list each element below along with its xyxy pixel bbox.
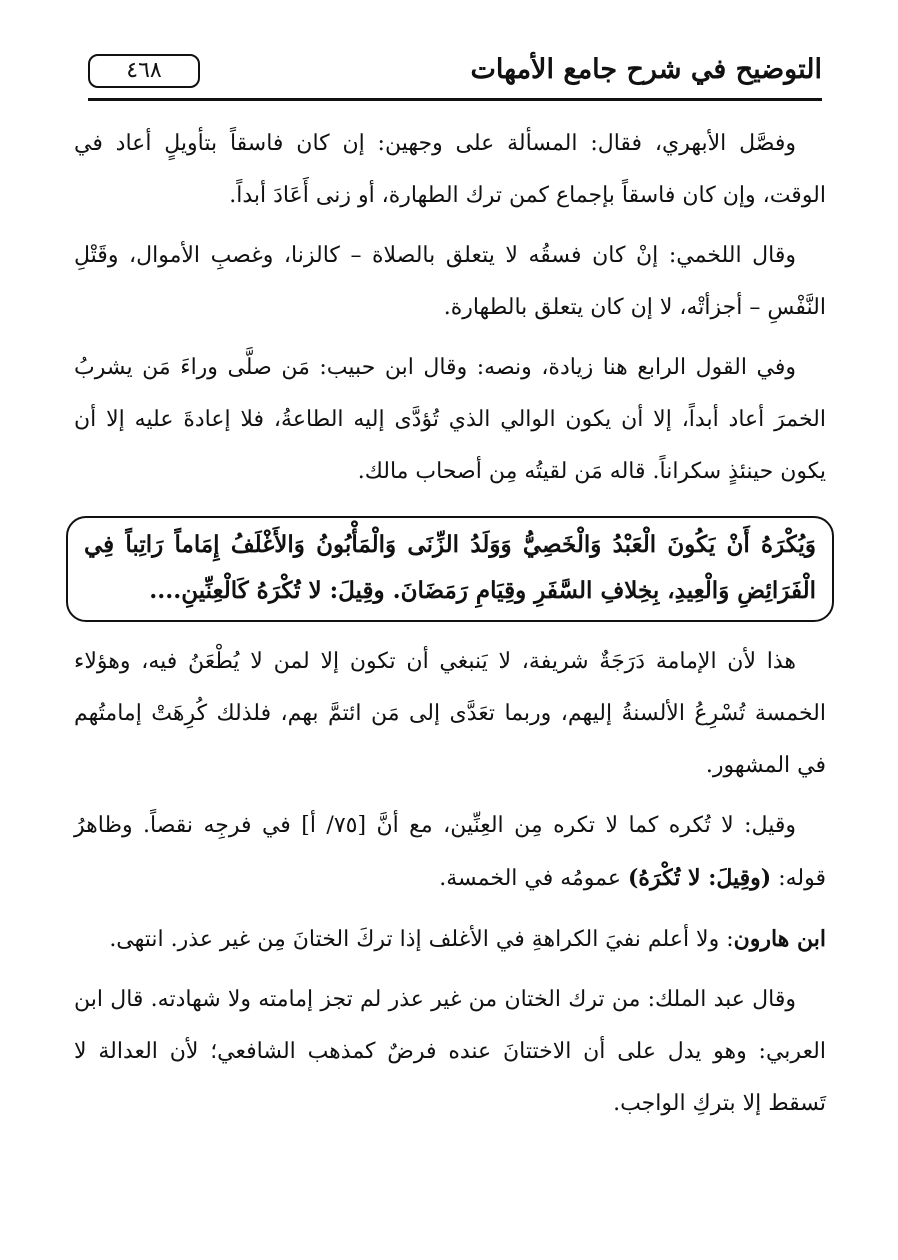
paragraph-ibn-habib: وفي القول الرابع هنا زيادة، ونصه: وقال ابن حبيب: مَن صلَّى وراءَ مَن يشربُ الخمرَ أعاد أبداً، إلا أن يكون الوالي الذي تُؤدَّى إليه الطاعةُ، فلا إعادةَ عليه إلا أن يكون حينئذٍ سكراناً. قاله مَن لقيتُه مِن أصحاب مالك.	[74, 355, 826, 484]
paragraph-ibn-harun	[74, 913, 826, 966]
paragraph-qila	[74, 800, 826, 905]
book-title: التوضيح في شرح جامع الأمهات	[470, 54, 822, 85]
paragraph-abd-al-malik: وقال عبد الملك: من ترك الختان من غير عذر لم تجز إمامته ولا شهادته. قال ابن العربي: وهو يدل على أن الاختتانَ عنده فرضٌ كمذهب الشافعي؛ لأن العدالة لا تَسقط إلا بتركِ الواجب.	[74, 987, 826, 1116]
header-rule	[88, 98, 822, 101]
ibn-harun-text: : ولا أعلم نفيَ الكراهةِ في الأغلف إذا تركَ الختانَ مِن غير عذر. انتهى.	[109, 927, 734, 952]
page-body	[74, 118, 826, 1130]
paragraph-lakhmi: وقال اللخمي: إنْ كان فسقُه لا يتعلق بالصلاة – كالزنا، وغصبِ الأموال، وقَتْلِ النَّفْسِ – أجزأتْه، لا إن كان يتعلق بالطهارة.	[74, 243, 826, 320]
qila-text: وقيل: لا تُكره كما لا تكره مِن العِنِّين، مع أنَّ [٧٥/ أ] في فرجِه نقصاً. وظاهرُ قوله:	[74, 813, 826, 891]
page-header	[88, 50, 822, 96]
page-number-box: ٤٦٨	[88, 54, 200, 88]
matn-quote-text: وَيُكْرَهُ أَنْ يَكُونَ الْعَبْدُ وَالْخَصِيُّ وَوَلَدُ الزِّنَى وَالْمَأْبُونُ وَالأَغْلَفُ إِمَاماً رَاتِباً فِي الْفَرَائِضِ وَالْعِيدِ، بِخِلافِ السَّفَرِ وقِيَامِ رَمَضَانَ. وقِيلَ: لا تُكْرَهُ كَالْعِنِّينِ....	[84, 531, 816, 604]
qila-tail: عمومُه في الخمسة.	[439, 866, 629, 891]
paragraph-abhari: وفصَّل الأبهري، فقال: المسألة على وجهين: إن كان فاسقاً بتأويلٍ أعاد في الوقت، وإن كان فاسقاً بإجماع كمن ترك الطهارة، أو زنى أَعَادَ أبداً.	[74, 131, 826, 208]
qila-bold-quote: (وقِيلَ: لا تُكْرَهُ)	[628, 865, 772, 891]
paragraph-imama-explanation: هذا لأن الإمامة دَرَجَةٌ شريفة، لا يَنبغي أن تكون إلا لمن لا يُطْعَنُ فيه، وهؤلاء الخمسة تُسْرِعُ الألسنةُ إليهم، وربما تعَدَّى إلى مَن ائتمَّ بهم، فلذلك كُرِهَتْ إمامتُهم في المشهور.	[74, 649, 826, 778]
ibn-harun-name: ابن هارون	[733, 926, 826, 952]
matn-quote-box	[66, 516, 834, 622]
